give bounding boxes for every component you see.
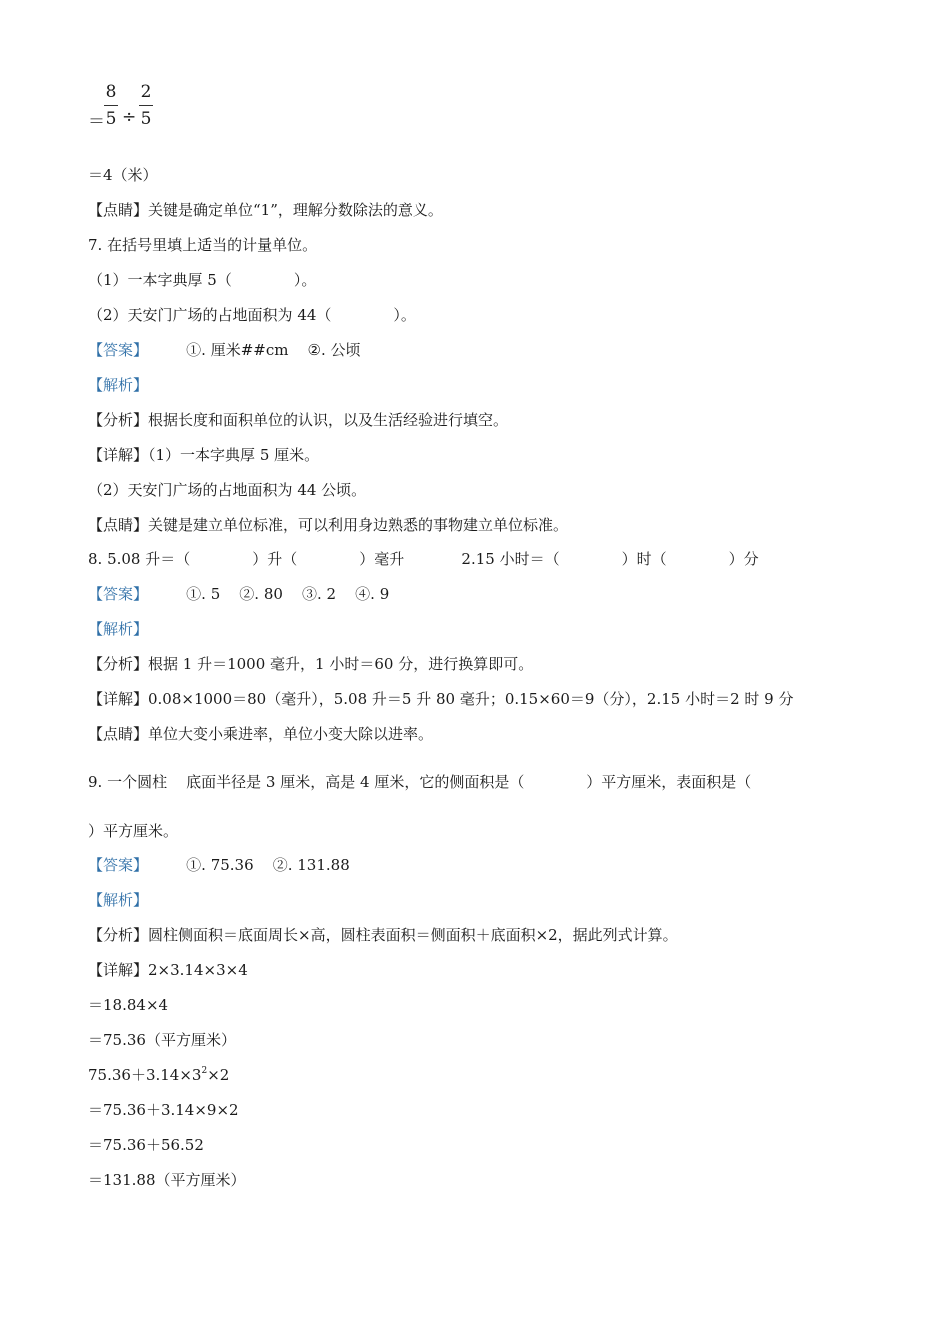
calc-step: ＝75.36＋56.52 [88,1136,204,1154]
answer-line-8 [88,584,389,604]
question-8: 8. 5.08 升＝（ ）升（ ）毫升 2.15 小时＝（ ）时（ ）分 [88,550,759,568]
fraction-numerator: 2 [140,82,152,102]
analysis-tag: 【解析】 [88,891,149,909]
note-line: 【点睛】关键是确定单位“1”，理解分数除法的意义。 [88,201,443,219]
fraction-8-over-5 [104,82,118,129]
answer-line-7 [88,340,361,360]
fraction-denominator: 5 [105,109,117,129]
question-7: 7. 在括号里填上适当的计量单位。 [88,236,318,254]
detail-line: 【详解】（1）一本字典厚 5 厘米。 [88,446,320,464]
question-7-part-1: （1）一本字典厚 5（ ）。 [88,271,317,289]
analysis-tag: 【解析】 [88,376,149,394]
fraction-2-over-5 [139,82,153,129]
note-line: 【点睛】单位大变小乘进率，单位小变大除以进率。 [88,725,434,743]
detail-line: 【详解】0.08×1000＝80（毫升），5.08 升＝5 升 80 毫升；0.15×60＝9（分），2.15 小时＝2 时 9 分 [88,690,794,708]
detail-line: 【详解】2×3.14×3×4 [88,961,248,979]
analysis-tag: 【解析】 [88,620,149,638]
answer-tag: 【答案】 [88,341,149,359]
answer-tag: 【答案】 [88,856,149,874]
fraction-denominator: 5 [140,109,152,129]
fraction-bar [104,105,118,106]
fraction-numerator: 8 [105,82,117,102]
question-9: 9. 一个圆柱 底面半径是 3 厘米，高是 4 厘米，它的侧面积是（ ）平方厘米，表面积是（ [88,773,752,791]
analysis-line: 【分析】根据 1 升＝1000 毫升，1 小时＝60 分，进行换算即可。 [88,655,534,673]
calc-step [88,1065,229,1085]
calc-part: 75.36＋3.14×3 [88,1066,202,1084]
calc-step: ＝18.84×4 [88,996,169,1014]
calc-step: ＝131.88（平方厘米） [88,1171,246,1189]
analysis-line: 【分析】根据长度和面积单位的认识，以及生活经验进行填空。 [88,411,509,429]
question-7-part-2: （2）天安门广场的占地面积为 44（ ）。 [88,306,416,324]
equals-sign: ＝ [88,112,105,132]
calc-step: ＝75.36（平方厘米） [88,1031,236,1049]
analysis-line: 【分析】圆柱侧面积＝底面周长×高，圆柱表面积＝侧面积＋底面积×2，据此列式计算。 [88,926,678,944]
answer-line-9 [88,855,350,875]
fraction-bar [139,105,153,106]
question-9-continued: ）平方厘米。 [88,822,179,840]
answer-text: ①. 5 ②. 80 ③. 2 ④. 9 [148,585,390,603]
answer-tag: 【答案】 [88,585,149,603]
detail-line: （2）天安门广场的占地面积为 44 公顷。 [88,481,367,499]
result-line: ＝4（米） [88,166,158,184]
answer-text: ①. 75.36 ②. 131.88 [148,856,350,874]
exponent: 2 [201,1066,208,1076]
calc-step: ＝75.36＋3.14×9×2 [88,1101,239,1119]
calc-part: ×2 [207,1066,230,1084]
answer-text: ①. 厘米##cm ②. 公顷 [148,341,361,359]
division-sign: ÷ [122,107,137,127]
note-line: 【点睛】关键是建立单位标准，可以利用身边熟悉的事物建立单位标准。 [88,516,569,534]
